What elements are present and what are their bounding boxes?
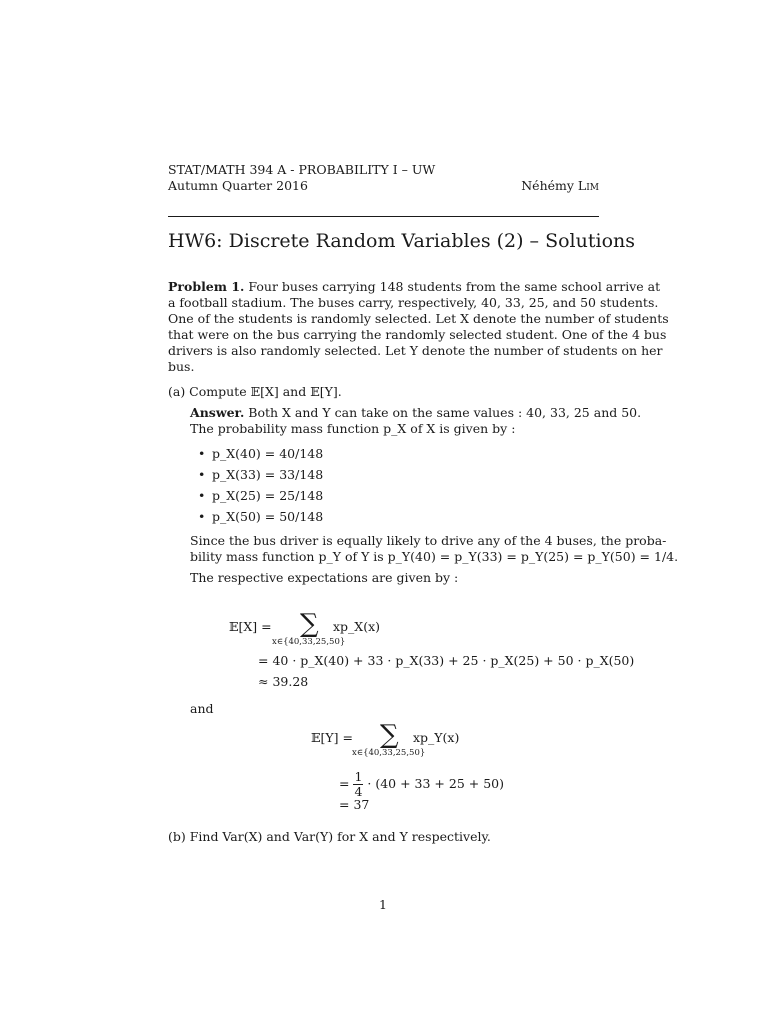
ey-lhs: 𝔼[Y] =: [311, 730, 353, 745]
answer-line-1: Answer. Both X and Y can take on the same values : 40, 33, 25 and 50.: [190, 405, 642, 420]
problem-line-5: drivers is also randomly selected. Let Y denote the number of students on her: [168, 343, 663, 358]
part-b-question: (b) Find Var(X) and Var(Y) for X and Y respectively.: [168, 829, 491, 844]
page-number: 1: [379, 897, 387, 912]
driver-line-1: Since the bus driver is equally likely to drive any of the 4 buses, the proba-: [190, 533, 667, 548]
problem-line-1: Problem 1. Four buses carrying 148 students from the same school arrive at: [168, 279, 661, 294]
ey-sum-symbol: ∑: [380, 720, 399, 750]
page-title: HW6: Discrete Random Variables (2) – Solutions: [168, 230, 636, 252]
ey-line-3: = 37: [339, 797, 370, 812]
author-last-name: Lim: [577, 178, 599, 193]
author-first-name: Néhémy: [521, 178, 574, 193]
pmf-item: • p_X(33) = 33/148: [198, 467, 324, 482]
problem-line-2: a football stadium. The buses carry, respectively, 40, 33, 25, and 50 students.: [168, 295, 659, 310]
author-name: [521, 178, 599, 193]
ex-line-3: ≈ 39.28: [258, 674, 309, 689]
problem-label: Problem 1.: [168, 279, 245, 294]
ex-lhs: 𝔼[X] =: [229, 619, 272, 634]
ey-sum-index: x∈{40,33,25,50}: [352, 748, 426, 758]
ey-line-2: = $\frac{1}{4}$ · (40 + 33 + 25 + 50): [339, 769, 504, 799]
ex-sum-symbol: ∑: [300, 609, 319, 639]
problem-line-6: bus.: [168, 359, 195, 374]
answer-label: Answer.: [190, 405, 245, 420]
header-rule: [168, 216, 599, 217]
term-label: Autumn Quarter 2016: [168, 178, 308, 193]
pmf-item: • p_X(40) = 40/148: [198, 446, 324, 461]
ey-summand: xp_Y(x): [413, 730, 460, 745]
one-quarter-fraction: $\frac{1}{4}$: [354, 769, 363, 799]
expectations-intro: The respective expectations are given by :: [190, 570, 459, 585]
pmf-item: • p_X(50) = 50/148: [198, 509, 324, 524]
and-label: and: [190, 701, 214, 716]
driver-line-2: bility mass function p_Y of Y is p_Y(40) = p_Y(33) = p_Y(25) = p_Y(50) = 1/4.: [190, 549, 679, 564]
problem-line-4: that were on the bus carrying the randomly selected student. One of the 4 bus: [168, 327, 667, 342]
part-a-question: (a) Compute 𝔼[X] and 𝔼[Y].: [168, 384, 342, 399]
ex-summand: xp_X(x): [333, 619, 381, 634]
answer-line-2: The probability mass function p_X of X is given by :: [190, 421, 516, 436]
ex-sum-index: x∈{40,33,25,50}: [272, 637, 346, 647]
problem-line-3: One of the students is randomly selected. Let X denote the number of students: [168, 311, 669, 326]
ex-line-2: = 40 · p_X(40) + 33 · p_X(33) + 25 · p_X(25) + 50 · p_X(50): [258, 653, 635, 668]
problem-statement: [168, 279, 669, 375]
pmf-item: • p_X(25) = 25/148: [198, 488, 324, 503]
course-header: STAT/MATH 394 A - PROBABILITY I – UW: [168, 162, 436, 177]
